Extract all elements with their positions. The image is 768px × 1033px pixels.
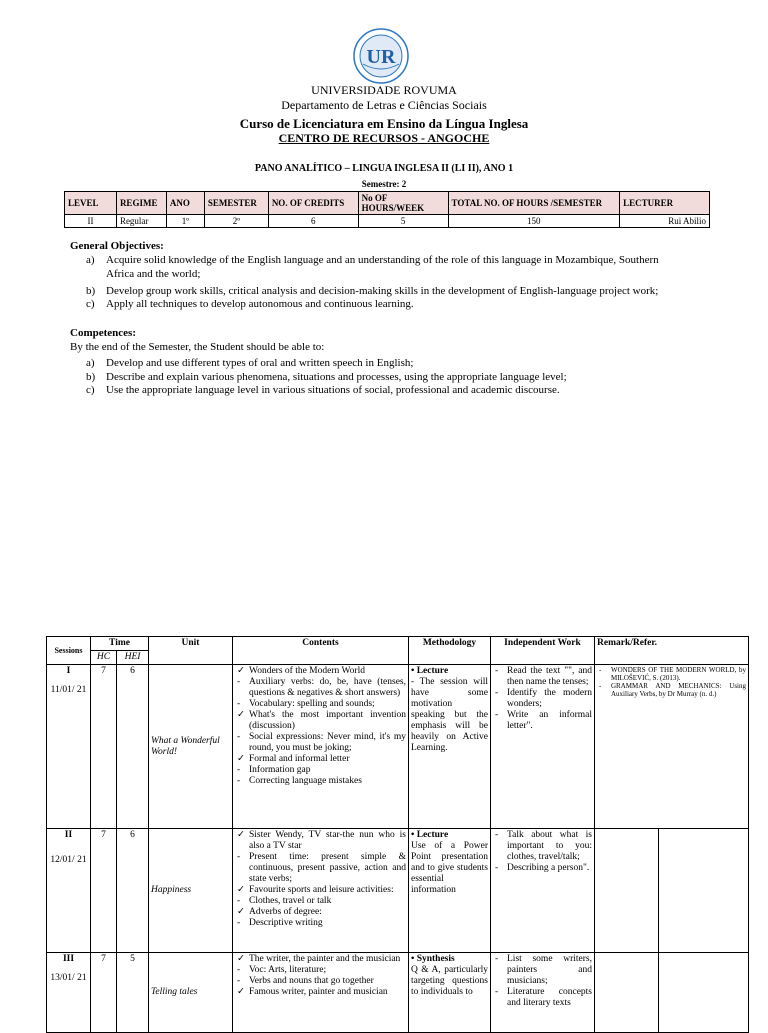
independent-work-cell: [491, 953, 595, 1033]
header-independent-work: Independent Work: [491, 637, 595, 665]
contents-item: - Information gap: [237, 765, 311, 775]
header-hei: HEI: [117, 651, 149, 665]
remarks-item: - GRAMMAR AND MECHANICS: Using Auxiliary Verbs, by Dr Murray (n. d.): [599, 682, 746, 698]
semester-line: Semestre: 2: [361, 179, 407, 189]
session-cell: [47, 953, 91, 1033]
contents-item: - Descriptive writing: [237, 918, 323, 928]
remarks-extra-cell: [659, 953, 749, 1033]
general-objectives-heading: General Objectives:: [70, 240, 164, 252]
independent-work-cell: [491, 829, 595, 953]
header-contents: Contents: [233, 637, 409, 665]
info-ano: 1º: [166, 215, 204, 228]
session-number: III: [62, 954, 75, 964]
header-time: Time: [91, 637, 149, 651]
methodology-text: Use of a Power Point presentation and to give students essential information: [411, 841, 488, 895]
methodology-cell: [409, 953, 491, 1033]
contents-item: - Verbs and nouns that go together: [237, 976, 374, 986]
hei-cell: 5: [117, 953, 149, 1033]
document-title: PANO ANALÍTICO – LINGUA INGLESA II (LI II), ANO 1: [254, 163, 514, 174]
contents-item: - Vocabulary: spelling and sounds;: [237, 699, 375, 709]
methodology-title: • Synthesis: [411, 954, 455, 964]
contents-item: ✓ What's the most important invention (discussion): [237, 710, 406, 731]
session-number: I: [66, 666, 71, 676]
contents-item: - Auxiliary verbs: do, be, have (tenses, questions & negatives & short answers): [237, 677, 406, 698]
info-header-hours-week: No OF HOURS/WEEK: [358, 192, 448, 215]
remarks-item: - WONDERS OF THE MODERN WORLD, by MILOŠEVIĆ, S. (2013).: [599, 666, 746, 682]
department-name: Departamento de Letras e Ciências Sociais: [281, 98, 487, 112]
contents-item: - Clothes, travel or talk: [237, 896, 332, 906]
contents-item: - Social expressions: Never mind, it's my round, you must be joking;: [237, 732, 406, 753]
header-remark: Remark/Refer.: [595, 637, 749, 665]
session-date: 13/01/ 21: [50, 973, 87, 983]
session-row: [47, 953, 749, 1033]
contents-item: ✓ Formal and informal letter: [237, 754, 350, 764]
header-hc: HC: [91, 651, 117, 665]
session-date: 12/01/ 21: [50, 855, 87, 865]
university-logo: [353, 28, 409, 84]
contents-cell: [233, 665, 409, 829]
unit-cell: Happiness: [149, 829, 233, 953]
info-total-hours: 150: [448, 215, 620, 228]
hc-cell: 7: [91, 829, 117, 953]
info-header-level: LEVEL: [65, 192, 117, 215]
independent-item: - Read the text "", and then name the tenses;: [495, 666, 592, 687]
logo-text: UR: [366, 46, 396, 68]
info-regime: Regular: [116, 215, 166, 228]
contents-item: - Present time: present simple & continuous, present passive, action and state verbs;: [237, 852, 406, 884]
centre-name: CENTRO DE RECURSOS - ANGOCHE: [278, 131, 490, 145]
session-date: 11/01/ 21: [50, 685, 87, 695]
independent-work-cell: [491, 665, 595, 829]
info-value-row: [65, 215, 710, 228]
info-semester: 2º: [204, 215, 268, 228]
header-sessions: Sessions: [47, 637, 91, 665]
course-info-table: [64, 191, 710, 228]
independent-item: - Describing a person".: [495, 863, 590, 873]
course-name: Curso de Licenciatura em Ensino da Língua Inglesa: [239, 116, 529, 131]
unit-cell: What a Wonderful World!: [149, 665, 233, 829]
session-cell: [47, 665, 91, 829]
contents-item: - Voc: Arts, literature;: [237, 965, 327, 975]
contents-item: ✓ Favourite sports and leisure activities:: [237, 885, 394, 895]
info-header-ano: ANO: [166, 192, 204, 215]
info-hours-week: 5: [358, 215, 448, 228]
methodology-text: Q & A, particularly targeting questions to individuals to: [411, 965, 488, 997]
header-unit: Unit: [149, 637, 233, 665]
contents-cell: [233, 829, 409, 953]
methodology-cell: [409, 665, 491, 829]
info-lecturer: Rui Abilio: [620, 215, 710, 228]
contents-item: ✓ The writer, the painter and the musician: [237, 954, 401, 964]
hei-cell: 6: [117, 829, 149, 953]
info-header-regime: REGIME: [116, 192, 166, 215]
methodology-title: • Lecture: [411, 666, 449, 676]
schedule-header-row: [47, 637, 749, 651]
remarks-cell: [595, 953, 659, 1033]
independent-item: - Identify the modern wonders;: [495, 688, 592, 709]
remarks-cell: [595, 665, 749, 829]
contents-item: - Correcting language mistakes: [237, 776, 362, 786]
hc-cell: 7: [91, 953, 117, 1033]
contents-item: ✓ Sister Wendy, TV star-the nun who is also a TV star: [237, 830, 406, 851]
remarks-extra-cell: [659, 829, 749, 953]
independent-item: - Write an informal letter".: [495, 710, 592, 731]
competences-intro: By the end of the Semester, the Student should be able to:: [70, 341, 325, 353]
independent-item: - Talk about what is important to you: clothes, travel/talk;: [495, 830, 592, 862]
competences-heading: Competences:: [70, 327, 136, 339]
session-row: [47, 829, 749, 953]
contents-item: ✓ Famous writer, painter and musician: [237, 987, 388, 997]
hei-cell: 6: [117, 665, 149, 829]
session-cell: [47, 829, 91, 953]
contents-item: ✓ Adverbs of degree:: [237, 907, 322, 917]
info-header-total-hours: TOTAL NO. OF HOURS /SEMESTER: [448, 192, 620, 215]
hc-cell: 7: [91, 665, 117, 829]
contents-item: ✓ Wonders of the Modern World: [237, 666, 365, 676]
info-level: II: [65, 215, 117, 228]
info-credits: 6: [268, 215, 358, 228]
university-name: UNIVERSIDADE ROVUMA: [311, 83, 457, 97]
methodology-cell: [409, 829, 491, 953]
methodology-title: • Lecture: [411, 830, 449, 840]
unit-cell: Telling tales: [149, 953, 233, 1033]
session-row: [47, 665, 749, 829]
independent-item: - Literature concepts and literary texts: [495, 987, 592, 1008]
info-header-row: [65, 192, 710, 215]
info-header-lecturer: LECTURER: [620, 192, 710, 215]
schedule-table: [46, 636, 749, 1033]
info-header-semester: SEMESTER: [204, 192, 268, 215]
contents-cell: [233, 953, 409, 1033]
session-number: II: [64, 830, 73, 840]
header-methodology: Methodology: [409, 637, 491, 665]
info-header-credits: NO. OF CREDITS: [268, 192, 358, 215]
methodology-text: - The session will have some motivation speaking but the emphasis will be heavily on Active Learning.: [411, 677, 488, 753]
remarks-cell: [595, 829, 659, 953]
independent-item: - List some writers, painters and musicians;: [495, 954, 592, 986]
